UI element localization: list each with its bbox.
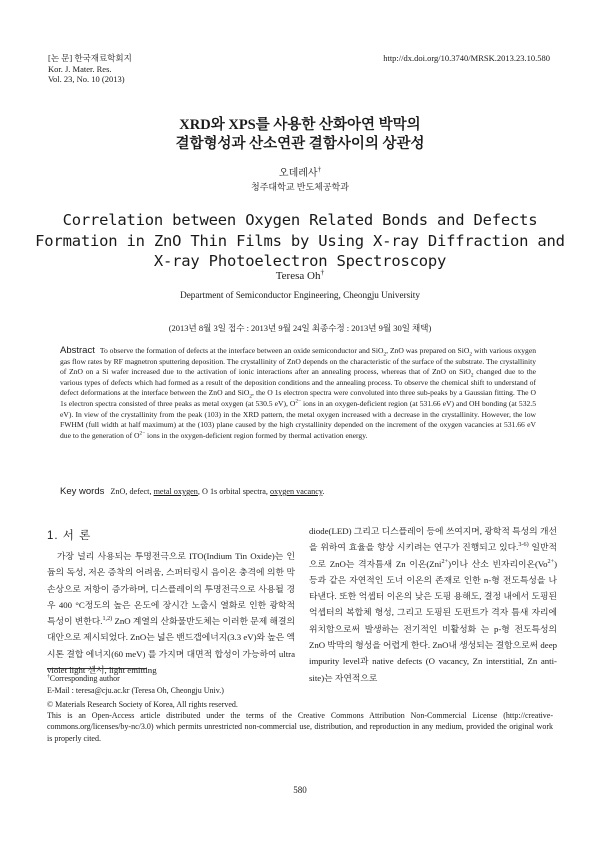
english-author-name: Teresa Oh xyxy=(275,270,321,282)
footnote-divider xyxy=(47,668,147,669)
body-text: ) 등과 같은 자연적인 도너 이온의 존재로 인한 n-형 전도특성을 나타낸다. 또한 억셉터 이온의 낮은 도핑 용해도, 결정 내에서 도핑된 억셉터의 복합체 형성, 그리고 도핑된 도펀트가 격자 틈새 자리에 위치함으로써 발생하는 전기적인 비활성화 는 p-형 전도특성의 ZnO 박막의 형성을 어렵게 한다. ZnO내 생성되는 결함으로써 deep impurity level과 native defects (O vacancy, Zn interstitial, Zn anti-site)는 자연적으로 xyxy=(309,558,558,683)
abstract-text: ions in the oxygen-deficient region formed by thermal activation energy. xyxy=(145,430,368,440)
superscript: 2− xyxy=(139,430,146,437)
submission-dates: (2013년 8월 3일 접수 : 2013년 9월 24일 최종수정 : 2013년 9월 30일 채택) xyxy=(168,323,432,333)
keyword-link[interactable]: oxygen vacancy xyxy=(269,487,323,496)
abstract-text: To observe the formation of defects at the interface between an oxide semiconductor and SiO xyxy=(99,346,384,355)
journal-line-2: Kor. J. Mater. Res. xyxy=(48,63,112,74)
superscript: 2− xyxy=(295,398,302,405)
corresponding-label: Corresponding author xyxy=(49,674,120,683)
superscript: 2+ xyxy=(441,558,449,565)
section-number: 1. xyxy=(47,530,59,542)
body-column-left xyxy=(47,548,295,678)
body-column-right xyxy=(309,523,557,686)
keyword-link[interactable]: metal oxygen xyxy=(153,487,198,496)
abstract-text: , the O 1s electron spectra were convoluted into three sub-peaks by a Gaussian fitting. The O 1s electron spectra consisted of three peaks as metal oxygen (at 530.5 eV), O xyxy=(60,388,536,408)
body-text: ZnO 계열의 산화물반도체는 이러한 문제 해결의 대안으로 제시되었다. ZnO는 넓은 밴드갭에너지(3.3 eV)와 높은 엑시톤 결합 에너지(60 meV) 를 가지며 대면적 합성이 가능하여 ultra violet light 센서, light emitting xyxy=(47,616,295,676)
korean-title-line-2: 결합형성과 산소연관 결함사이의 상관성 xyxy=(175,136,425,152)
subscript: 2 xyxy=(470,372,474,379)
reference-mark[interactable]: 1,2) xyxy=(102,616,113,623)
subscript: 2 xyxy=(469,351,473,358)
abstract-label: Abstract xyxy=(60,345,95,356)
copyright-line: © Materials Research Society of Korea, All rights reserved. xyxy=(47,700,238,709)
page-number: 580 xyxy=(293,785,307,795)
body-text: 일반적으로 ZnO는 격자틈새 Zn 이온(Zni xyxy=(309,542,558,569)
subscript: 2 xyxy=(383,351,387,358)
keywords-label: Key words xyxy=(60,486,105,497)
corresponding-footnote xyxy=(47,673,224,697)
subscript: 2 xyxy=(249,393,253,400)
korean-title xyxy=(0,116,600,154)
english-author xyxy=(0,267,600,282)
superscript: 2+ xyxy=(547,558,555,565)
korean-title-line-1: XRD와 XPS를 사용한 산화아연 박막의 xyxy=(179,117,421,133)
license-text: This is an Open-Access article distributed under the terms of the Creative Commons Attribution Non-Commercial License (http://creative-commons.org/licenses/by-nc/3.0) which permits unrestricted non-commercial use, distribution, and reproduction in any medium, provided the original work is properly cited. xyxy=(47,711,553,743)
journal-info xyxy=(48,53,132,85)
doi-link[interactable]: http://dx.doi.org/10.3740/MRSK.2013.23.10.580 xyxy=(383,53,550,63)
english-affiliation: Department of Semiconductor Engineering, Cheongju University xyxy=(180,290,420,300)
keyword-text: ZnO, defect, xyxy=(110,487,154,496)
korean-author xyxy=(0,164,600,179)
journal-line-3: Vol. 23, No. 10 (2013) xyxy=(48,74,125,84)
footnote-mark: † xyxy=(47,673,50,680)
korean-author-mark: † xyxy=(317,165,322,174)
body-text: )이나 산소 빈자리이온(Vo xyxy=(448,558,548,569)
english-author-mark: † xyxy=(320,267,325,277)
corresponding-author-line xyxy=(47,673,224,685)
journal-line-1: [논 문] 한국재료학회지 xyxy=(48,53,132,63)
body-text: 가장 널리 사용되는 투명전극으로 ITO(Indium Tin Oxide)는 인듐의 독성, 저온 증착의 어려움, 스퍼터링시 음이온 충격에 의한 막 손상으로 저항이 증가하며, 디스플레이의 투명전극으로 사용될 경우 400 °C정도의 높은 온도에 장시간 노출시 열화로 인한 광학적 특성이 변한다. xyxy=(47,551,295,627)
body-text: diode(LED) 그리고 디스플레이 등에 쓰여지며, 광학적 특성의 개선을 위하여 효율을 향상 시키려는 연구가 진행되고 있다. xyxy=(309,526,557,553)
abstract-text: changed due to the various types of defects which had formed as a result of the deposition conditions and the annealing process. To observe the chemical shift to understand of defect deformations at the interface between the ZnO and SiO xyxy=(60,367,536,398)
section-title: 서 론 xyxy=(62,530,92,542)
reference-mark[interactable]: 3-6) xyxy=(518,542,529,549)
license-footnote xyxy=(47,699,553,744)
keyword-text: , O 1s orbital spectra, xyxy=(197,487,270,496)
english-title: Correlation between Oxygen Related Bonds and Defects Formation in ZnO Thin Films by Using X-ray Diffraction and X-ray Photoelectron Spectroscopy xyxy=(35,211,565,270)
korean-author-name: 오데레사 xyxy=(278,168,318,179)
abstract-text: with various oxygen gas flow rates by RF magnetron sputtering deposition. The crystallinity of ZnO depends on the characteristic of the surface of the substrate. The crystallinity of ZnO on a Si wafer increased due to the activation of ionic interactions after an annealing process, whereas that of ZnO on SiO xyxy=(60,346,536,377)
abstract xyxy=(60,346,536,441)
abstract-text: ions in an oxygen-deficient region (at 531.66 eV) and OH bonding (at 532.5 eV). In view of the crystallinity from the peak (103) in the XRD pattern, the metal oxygen increased with a decrease in the crystallinity. However, the low FWHM (full width at half maximum) at the (103) plane caused by the high crystallinity depended on the increment of the oxygen vacancies at 531.66 eV due to the generation of O xyxy=(60,398,536,440)
korean-affiliation: 청주대학교 반도체공학과 xyxy=(251,182,349,192)
keywords xyxy=(60,486,540,497)
abstract-text: , ZnO was prepared on SiO xyxy=(386,346,470,355)
keyword-text: . xyxy=(322,487,325,496)
section-heading xyxy=(47,527,91,543)
email-line: E-Mail : teresa@cju.ac.kr (Teresa Oh, Cheongju Univ.) xyxy=(47,686,224,695)
